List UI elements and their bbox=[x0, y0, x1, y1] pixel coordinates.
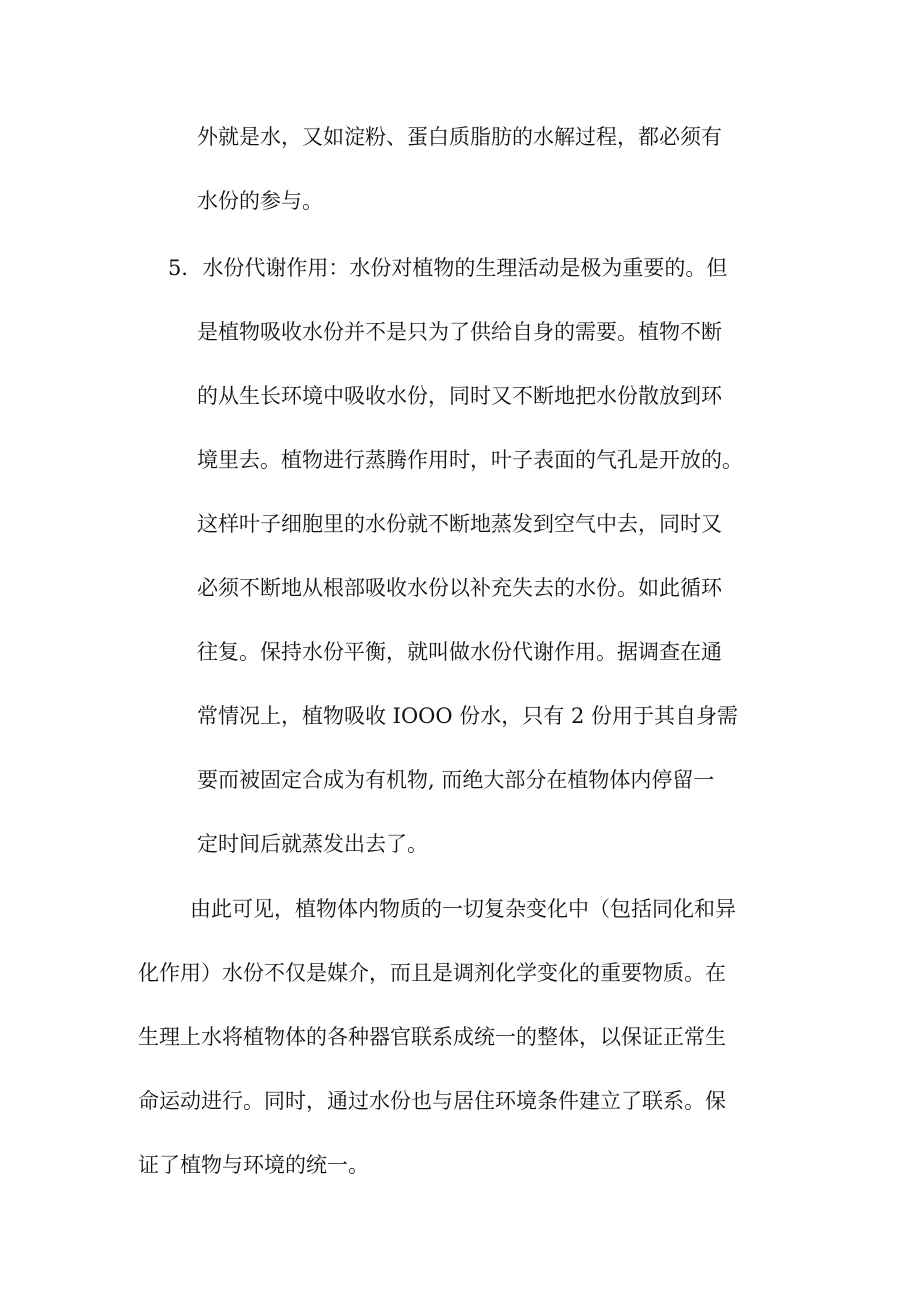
text-line: 定时间后就蒸发出去了。 bbox=[197, 832, 428, 856]
text-line: 化作用）水份不仅是媒介，而且是调剂化学变化的重要物质。在 bbox=[138, 961, 726, 985]
paragraph-first-line: 由此可见，植物体内物质的一切复杂变化中（包括同化和异 bbox=[190, 897, 736, 921]
text-line: 要而被固定合成为有机物, 而绝大部分在植物体内停留一 bbox=[197, 768, 715, 792]
text-line: 是植物吸收水份并不是只为了供给自身的需要。植物不断 bbox=[197, 320, 722, 344]
text-line: 的从生长环境中吸收水份，同时又不断地把水份散放到环 bbox=[197, 384, 722, 408]
text-line: 外就是水，又如淀粉、蛋白质脂肪的水解过程，都必须有 bbox=[197, 125, 722, 149]
text-line: 水份的参与。 bbox=[197, 189, 323, 213]
text-line: 命运动进行。同时，通过水份也与居住环境条件建立了联系。保 bbox=[138, 1089, 726, 1113]
list-item-5-heading: 5．水份代谢作用：水份对植物的生理活动是极为重要的。但 bbox=[168, 256, 728, 280]
text-line: 常情况上，植物吸收 IOOO 份水，只有 2 份用于其自身需 bbox=[197, 704, 739, 728]
text-line: 必须不断地从根部吸收水份以补充失去的水份。如此循环 bbox=[197, 576, 722, 600]
text-line: 生理上水将植物体的各种器官联系成统一的整体，以保证正常生 bbox=[138, 1025, 726, 1049]
text-line: 境里去。植物进行蒸腾作用时，叶子表面的气孔是开放的。 bbox=[197, 448, 743, 472]
text-line: 证了植物与环境的统一。 bbox=[138, 1153, 369, 1177]
text-line: 往复。保持水份平衡，就叫做水份代谢作用。据调查在通 bbox=[197, 640, 722, 664]
text-line: 这样叶子细胞里的水份就不断地蒸发到空气中去，同时又 bbox=[197, 512, 722, 536]
